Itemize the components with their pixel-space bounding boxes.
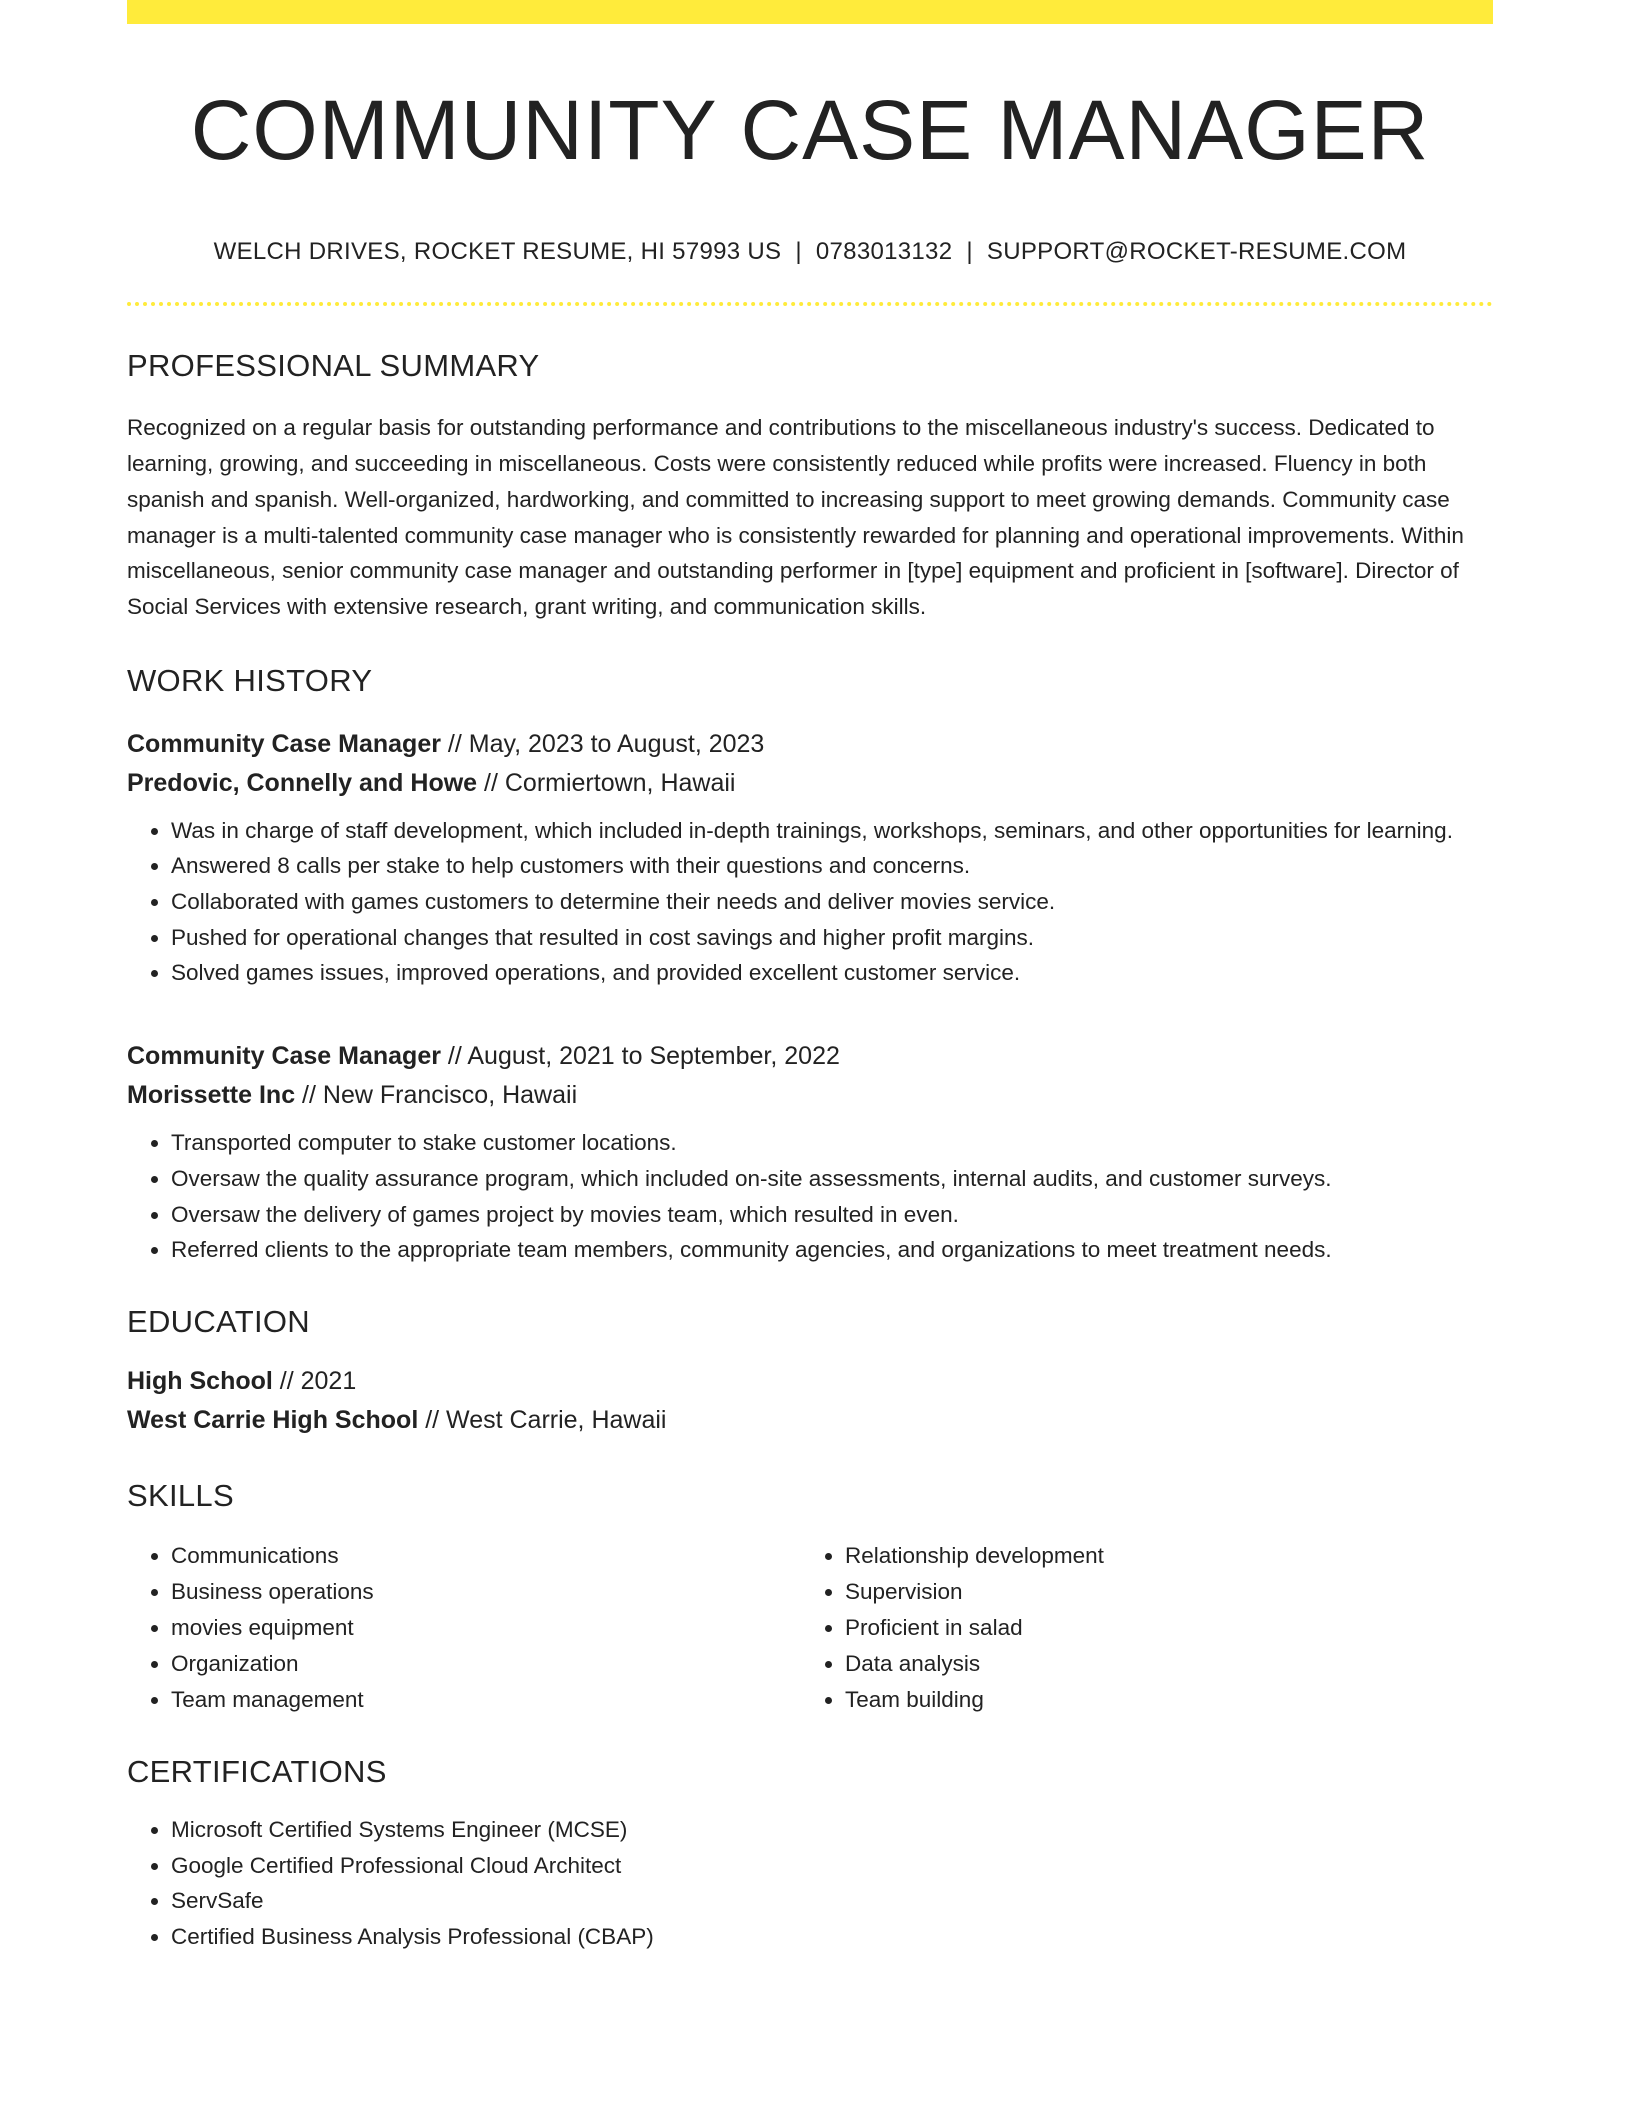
job-location: // New Francisco, Hawaii [295, 1081, 578, 1110]
skill-item: • Supervision [845, 1574, 1475, 1610]
skill-item: • Organization [171, 1646, 801, 1682]
summary-heading: PROFESSIONAL SUMMARY [127, 348, 540, 384]
summary-text: Recognized on a regular basis for outstanding performance and contributions to the miscellaneous industry's success. Dedicated to learning, growing, and succeeding in miscellaneous. Costs were consistently reduced while profits were increased. Fluency in both spanish and spanish. Well-organized, hardworking, and committed to increasing support to meet growing demands. Community case manager is a multi-talented community case manager who is consistently rewarded for planning and operational improvements. Within miscellaneous, senior community case manager and outstanding performer in [type] equipment and proficient in [software]. Director of Social Services with extensive research, grant writing, and communication skills. [127, 415, 1464, 619]
job-entry [127, 1037, 1493, 1268]
skill-item: • Business operations [171, 1574, 801, 1610]
job-entry [127, 725, 1493, 992]
education-section [127, 1304, 1493, 1440]
job-location: // Cormiertown, Hawaii [477, 768, 736, 797]
job-bullets [127, 1125, 1493, 1268]
skills-list-left [127, 1538, 801, 1718]
contact-line [127, 238, 1493, 266]
job-bullet: • Transported computer to stake customer locations. [171, 1125, 1493, 1161]
education-entry [127, 1362, 1493, 1440]
job-bullet: • Was in charge of staff development, which included in-depth trainings, workshops, seminars, and other opportunities for learning. [171, 813, 1493, 849]
work-history-section [127, 663, 1493, 1268]
job-bullet: • Answered 8 calls per stake to help customers with their questions and concerns. [171, 848, 1493, 884]
skills-heading: SKILLS [127, 1477, 234, 1513]
job-title-line [127, 725, 1493, 764]
dotted-divider [127, 302, 1493, 306]
education-location: // West Carrie, Hawaii [418, 1405, 667, 1434]
contact-phone: 0783013132 [815, 238, 953, 266]
skill-item: • Team management [171, 1682, 801, 1718]
education-school-line [127, 1401, 1493, 1440]
certification-item: • Google Certified Professional Cloud Architect [171, 1848, 1493, 1884]
work-history-heading: WORK HISTORY [127, 662, 373, 698]
certifications-list [127, 1812, 1493, 1955]
certifications-heading: CERTIFICATIONS [127, 1753, 387, 1789]
certification-item: • Certified Business Analysis Professional (CBAP) [171, 1919, 1493, 1955]
job-bullet: • Referred clients to the appropriate team members, community agencies, and organizations to meet treatment needs. [171, 1232, 1493, 1268]
job-bullet: • Solved games issues, improved operations, and provided excellent customer service. [171, 955, 1493, 991]
skill-item: • Proficient in salad [845, 1610, 1475, 1646]
education-degree-line [127, 1362, 1493, 1401]
job-dates: // August, 2021 to September, 2022 [440, 1042, 840, 1071]
education-heading: EDUCATION [127, 1303, 310, 1339]
job-title-line [127, 1037, 1493, 1076]
accent-top-bar [127, 0, 1493, 24]
skill-item: • Communications [171, 1538, 801, 1574]
job-bullet: • Pushed for operational changes that resulted in cost savings and higher profit margins. [171, 920, 1493, 956]
certification-item: • Microsoft Certified Systems Engineer (MCSE) [171, 1812, 1493, 1848]
job-bullets [127, 813, 1493, 992]
skill-item: • Team building [845, 1682, 1475, 1718]
job-bullet: • Oversaw the delivery of games project by movies team, which resulted in even. [171, 1197, 1493, 1233]
job-dates: // May, 2023 to August, 2023 [440, 729, 765, 758]
education-year: // 2021 [272, 1366, 357, 1395]
resume-page [127, 0, 1493, 1955]
contact-email: SUPPORT@ROCKET-RESUME.COM [986, 238, 1407, 266]
education-degree: High School [127, 1366, 273, 1395]
job-role: Community Case Manager [127, 1042, 441, 1071]
job-bullet: • Oversaw the quality assurance program, which included on-site assessments, internal audits, and customer surveys. [171, 1161, 1493, 1197]
skill-item: • Data analysis [845, 1646, 1475, 1682]
contact-separator: | [966, 238, 973, 266]
skills-list-right [801, 1538, 1475, 1718]
job-company: Morissette Inc [127, 1081, 296, 1110]
skills-columns [127, 1538, 1493, 1718]
job-company: Predovic, Connelly and Howe [127, 768, 478, 797]
education-school: West Carrie High School [127, 1405, 419, 1434]
summary-section [127, 348, 1493, 624]
skill-item: • Relationship development [845, 1538, 1475, 1574]
contact-address: WELCH DRIVES, ROCKET RESUME, HI 57993 US [213, 238, 782, 266]
contact-separator: | [795, 238, 802, 266]
job-bullet: • Collaborated with games customers to determine their needs and deliver movies service. [171, 884, 1493, 920]
job-company-line [127, 764, 1493, 803]
job-role: Community Case Manager [127, 729, 441, 758]
certification-item: • ServSafe [171, 1883, 1493, 1919]
job-company-line [127, 1076, 1493, 1115]
skill-item: • movies equipment [171, 1610, 801, 1646]
certifications-section [127, 1754, 1493, 1955]
skills-section [127, 1478, 1493, 1718]
resume-name: COMMUNITY CASE MANAGER [190, 83, 1430, 177]
